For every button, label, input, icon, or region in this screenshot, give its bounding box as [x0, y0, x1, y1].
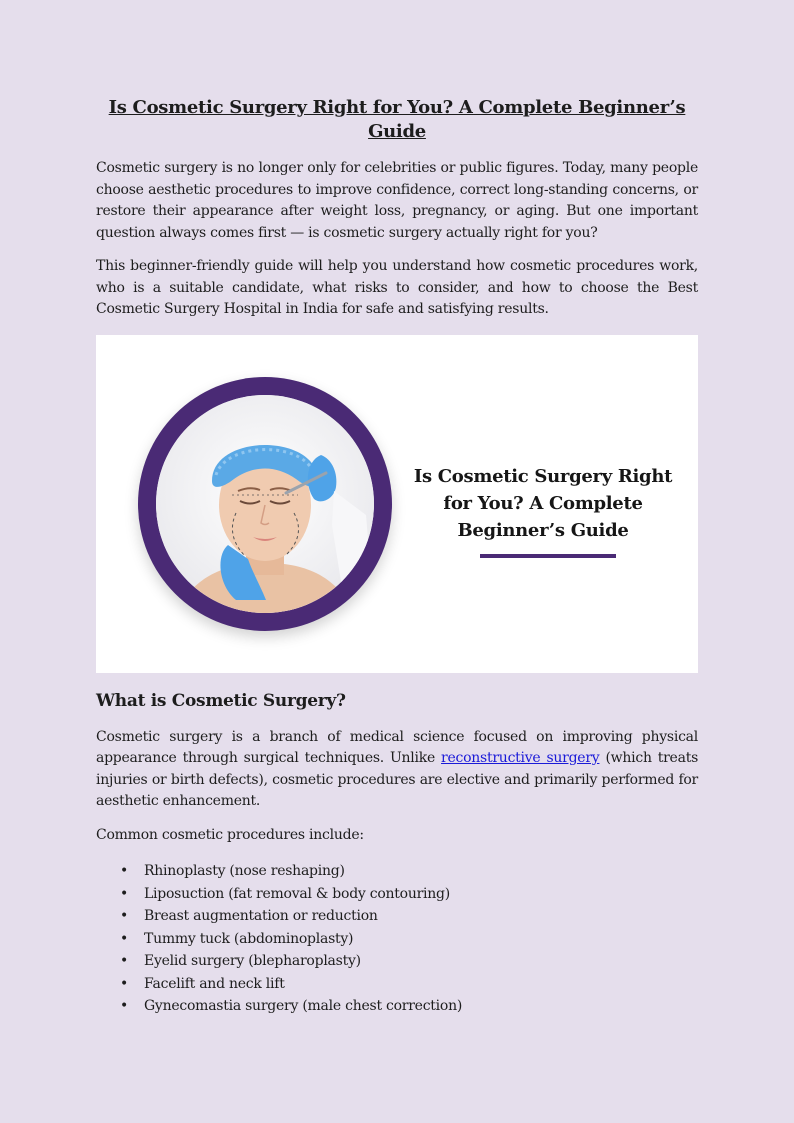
procedures-list — [96, 860, 698, 1018]
list-item: • Gynecomastia surgery (male chest correction) — [144, 995, 698, 1018]
procedures-intro: Common cosmetic procedures include: — [96, 826, 364, 843]
intro-paragraph-2: This beginner-friendly guide will help you understand how cosmetic procedures work, who is a suitable candidate, what risks to consider, and how to choose the Best Cosmetic Surgery Hospital in India for safe and satisfying results. — [96, 258, 698, 317]
definition-text-end: (which treats injuries or birth defects), cosmetic procedures are elective and primarily performed for aesthetic enhancement. — [96, 750, 699, 809]
list-item: • Rhinoplasty (nose reshaping) — [144, 860, 698, 883]
patient-face-graphic — [156, 395, 374, 613]
list-item: • Facelift and neck lift — [144, 973, 698, 996]
banner-title — [408, 463, 678, 544]
banner-title-line-2: for You? A Complete — [443, 492, 643, 514]
banner-title-line-3: Beginner’s Guide — [457, 519, 629, 541]
banner-portrait-ring — [138, 377, 392, 631]
banner-title-line-1: Is Cosmetic Surgery Right — [413, 465, 673, 487]
list-item: • Tummy tuck (abdominoplasty) — [144, 928, 698, 951]
patient-portrait-illustration — [156, 395, 374, 613]
definition-text-start: Cosmetic surgery is a branch of medical science focused on improving physical appearance through surgical techniques. Unlike — [96, 728, 698, 766]
list-item: • Eyelid surgery (blepharoplasty) — [144, 950, 698, 973]
list-item: • Breast augmentation or reduction — [144, 905, 698, 928]
definition-paragraph — [96, 727, 698, 813]
section-heading: What is Cosmetic Surgery? — [96, 690, 346, 711]
banner-accent-rule — [480, 554, 616, 558]
intro-paragraph-1: Cosmetic surgery is no longer only for celebrities or public figures. Today, many people choose aesthetic procedures to improve confidence, correct long-standing concerns, or restore their appearance after weight loss, pregnancy, or aging. But one important question always comes first — is cosmetic surgery actually right for you? — [96, 160, 698, 241]
list-item: • Liposuction (fat removal & body contouring) — [144, 883, 698, 906]
hero-banner-image — [96, 335, 698, 673]
article-body — [96, 96, 698, 1018]
reconstructive-surgery-link[interactable]: reconstructive surgery — [441, 750, 600, 766]
article-title: Is Cosmetic Surgery Right for You? A Complete Beginner’s Guide — [108, 97, 686, 142]
